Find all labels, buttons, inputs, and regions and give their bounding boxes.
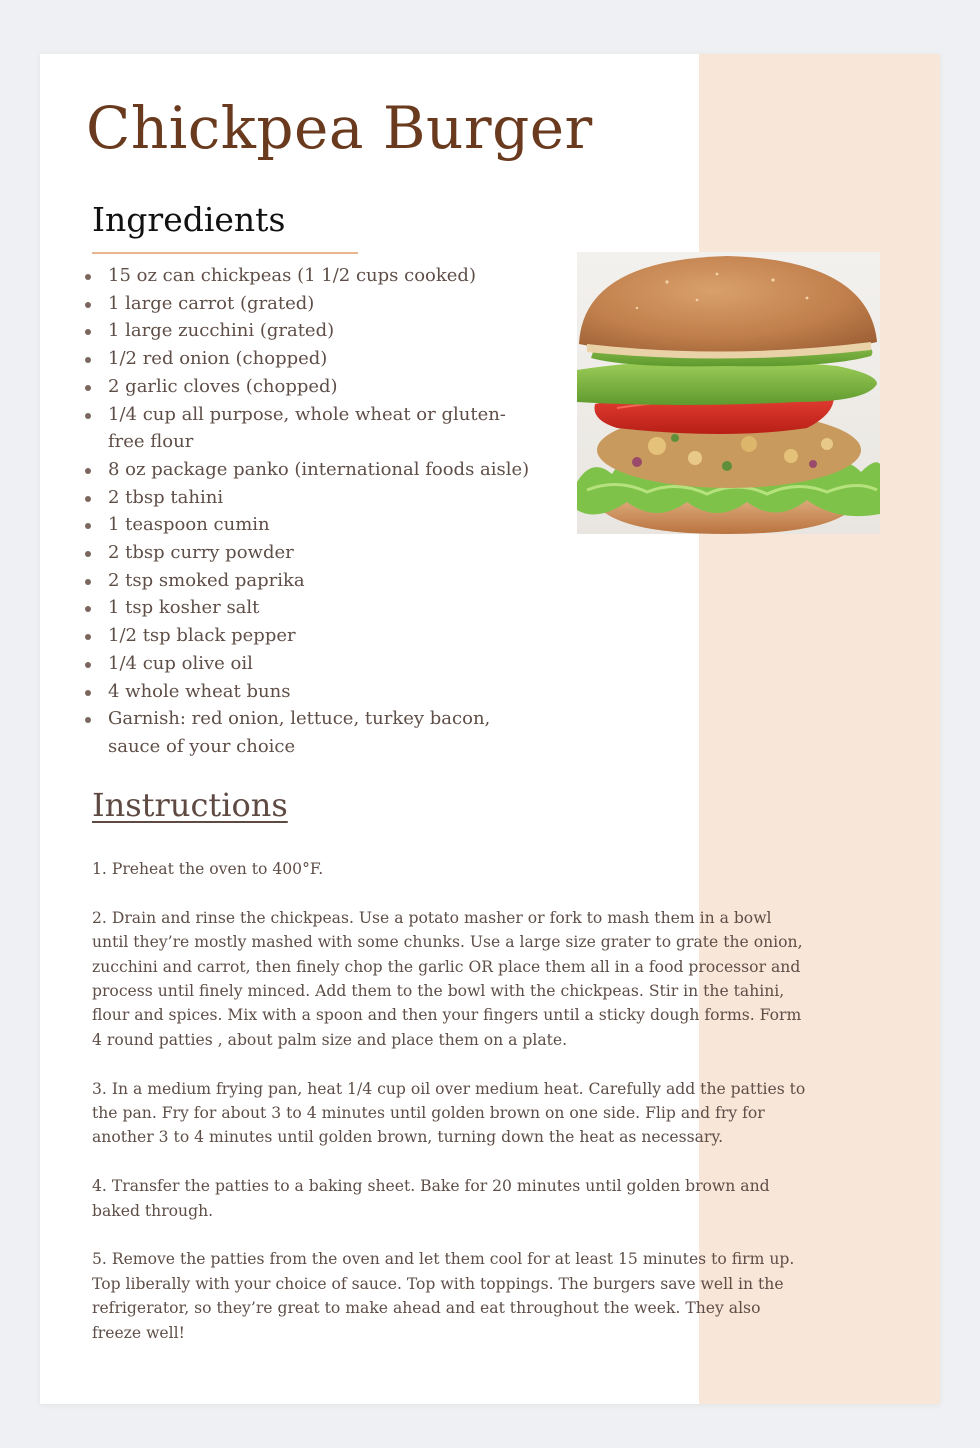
ingredient-item: 1 large zucchini (grated) [80,317,540,345]
ingredient-item: 2 tbsp tahini [80,484,540,512]
instructions-steps [92,857,810,1369]
ingredient-item: 1 large carrot (grated) [80,290,540,318]
ingredient-item: 4 whole wheat buns [80,678,540,706]
burger-photo [577,252,880,534]
ingredients-heading: Ingredients [92,200,286,239]
ingredient-item: 2 tbsp curry powder [80,539,540,567]
ingredient-item: 1 tsp kosher salt [80,594,540,622]
instruction-step: 1. Preheat the oven to 400°F. [92,860,324,878]
instruction-step: 3. In a medium frying pan, heat 1/4 cup oil over medium heat. Carefully add the patties to the pan. Fry for about 3 to 4 minutes until golden brown on one side. Flip and fry for another 3 to 4 minutes until golden brown, turning down the heat as necessary. [92,1079,806,1147]
ingredients-divider [92,252,358,254]
ingredient-item: Garnish: red onion, lettuce, turkey bacon, sauce of your choice [80,705,540,760]
instructions-heading: Instructions [92,786,288,824]
instruction-step: 2. Drain and rinse the chickpeas. Use a potato masher or fork to mash them in a bowl until they’re mostly mashed with some chunks. Use a large size grater to grate the onion, zucchini and carrot, then finely chop the garlic OR place them all in a food processor and process until finely minced. Add them to the bowl with the chickpeas. Stir in the tahini, flour and spices. Mix with a spoon and then your fingers until a sticky dough forms. Form 4 round patties , about palm size and place them on a plate. [92,908,803,1049]
ingredient-item: 1/2 tsp black pepper [80,622,540,650]
recipe-page [40,54,940,1404]
ingredient-item: 8 oz package panko (international foods aisle) [80,456,540,484]
ingredient-item: 2 tsp smoked paprika [80,567,540,595]
ingredient-item: 1 teaspoon cumin [80,511,540,539]
ingredient-item: 15 oz can chickpeas (1 1/2 cups cooked) [80,262,540,290]
ingredients-list [80,262,540,761]
burger-illustration [577,252,880,534]
ingredient-item: 1/4 cup olive oil [80,650,540,678]
ingredient-item: 2 garlic cloves (chopped) [80,373,540,401]
instruction-step: 5. Remove the patties from the oven and let them cool for at least 15 minutes to firm up. Top liberally with your choice of sauce. Top with toppings. The burgers save well in the refrigerator, so they’re great to make ahead and eat throughout the week. They also freeze well! [92,1250,795,1342]
ingredient-item: 1/4 cup all purpose, whole wheat or gluten-free flour [80,401,540,456]
ingredient-item: 1/2 red onion (chopped) [80,345,540,373]
instruction-step: 4. Transfer the patties to a baking sheet. Bake for 20 minutes until golden brown and baked through. [92,1177,770,1220]
recipe-title: Chickpea Burger [86,94,593,162]
